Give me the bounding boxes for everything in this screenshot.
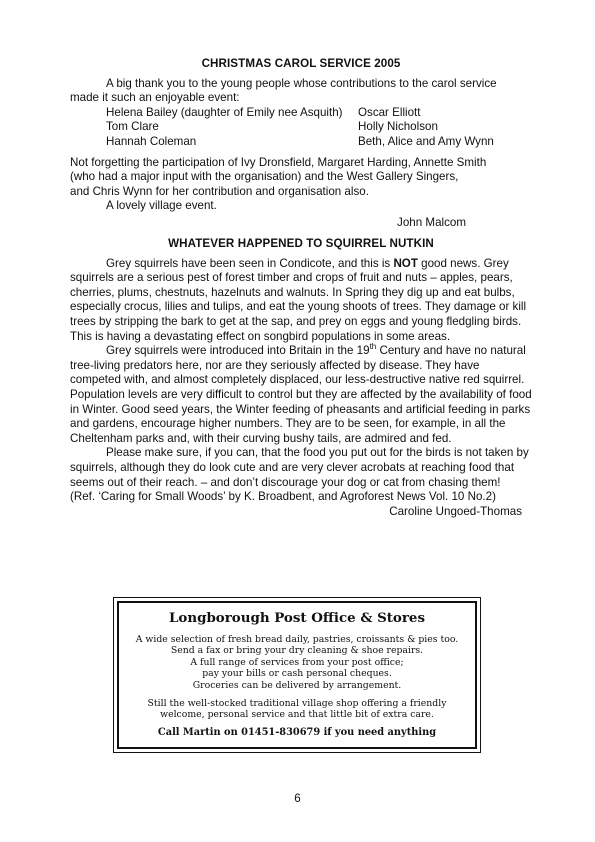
squirrel-title: WHATEVER HAPPENED TO SQUIRREL NUTKIN bbox=[168, 237, 434, 250]
squirrel-article bbox=[70, 237, 532, 519]
carol-service-article bbox=[70, 57, 532, 231]
advert-line: A full range of services from your post office; bbox=[190, 656, 404, 668]
squirrel-paragraph-3: Please make sure, if you can, that the food you put out for the birds is not taken by squirrels, although they do look cute and are very clever acrobats at reaching food that seems out of their reach. – and don’t discourage your dog or cat from chasing them! bbox=[70, 446, 529, 489]
performer-name: Holly Nicholson bbox=[358, 120, 438, 134]
carol-paragraph-line: and Chris Wynn for her contribution and organisation also. bbox=[70, 184, 369, 198]
carol-intro-line: made it such an enjoyable event: bbox=[70, 91, 240, 105]
squirrel-signature: Caroline Ungoed-Thomas bbox=[389, 504, 522, 518]
squirrel-reference: (Ref. ‘Caring for Small Woods’ by K. Broadbent, and Agroforest News Vol. 10 No.2) bbox=[70, 490, 496, 504]
advert-inner-border bbox=[117, 601, 477, 749]
carol-closing: A lovely village event. bbox=[106, 199, 217, 213]
advert-line: A wide selection of fresh bread daily, pastries, croissants & pies too. bbox=[135, 633, 459, 645]
advert-line: Groceries can be delivered by arrangement. bbox=[192, 679, 402, 691]
emphasis-not: NOT bbox=[393, 256, 418, 270]
performer-name: Tom Clare bbox=[106, 120, 159, 134]
page-number: 6 bbox=[294, 792, 301, 805]
squirrel-paragraph-2: Grey squirrels were introduced into Britain in the 19th Century and have no natural tree-living predators here, nor are they seriously affected by disease. They have competed with, and almost completely displaced, our less-destructive native red squirrel. Population levels are very difficult to control but they are affected by the availability of food in Winter. Good seed years, the Winter feeding of pheasants and artificial feeding in parks and gardens, encourage higher numbers. They are to be seen, for example, in all the Cheltenham parks and, with their curving bushy tails, are admired and fed. bbox=[70, 342, 532, 445]
advert-line: pay your bills or cash personal cheques. bbox=[202, 668, 392, 680]
advert-line: Send a fax or bring your dry cleaning & shoe repairs. bbox=[170, 645, 424, 657]
carol-paragraph-line: Not forgetting the participation of Ivy Dronsfield, Margaret Harding, Annette Smith bbox=[70, 155, 487, 169]
squirrel-paragraph-1: Grey squirrels have been seen in Condicote, and this is NOT good news. Grey squirrels are a serious pest of forest timber and crops of fruit and nuts – apples, pears, cherries, plums, chestnuts, hazelnuts and walnuts. In Spring they dig up and eat bulbs, especially crocus, lilies and tulips, and eat the young shoots of trees. They damage or kill trees by stripping the bark to get at the sap, and prey on eggs and young fledgling birds. This is having a devastating effect on songbird populations in some areas. bbox=[70, 256, 527, 343]
advert-title: Longborough Post Office & Stores bbox=[169, 610, 425, 626]
carol-intro-line: A big thank you to the young people whose contributions to the carol service bbox=[106, 76, 497, 90]
performer-name: Helena Bailey (daughter of Emily nee Asquith) bbox=[106, 105, 343, 119]
performer-name: Oscar Elliott bbox=[358, 105, 421, 119]
performer-names bbox=[106, 106, 532, 150]
carol-paragraph-line: (who had a major input with the organisation) and the West Gallery Singers, bbox=[70, 170, 459, 184]
carol-signature: John Malcom bbox=[397, 215, 466, 229]
performer-name: Beth, Alice and Amy Wynn bbox=[358, 134, 494, 148]
post-office-advert bbox=[113, 597, 481, 753]
advert-line: welcome, personal service and that little bit of extra care. bbox=[160, 709, 434, 721]
carol-service-title: CHRISTMAS CAROL SERVICE 2005 bbox=[201, 57, 401, 70]
advert-call-to-action: Call Martin on 01451-830679 if you need anything bbox=[157, 726, 437, 738]
advert-line: Still the well-stocked traditional village shop offering a friendly bbox=[147, 697, 447, 709]
performer-name: Hannah Coleman bbox=[106, 134, 197, 148]
